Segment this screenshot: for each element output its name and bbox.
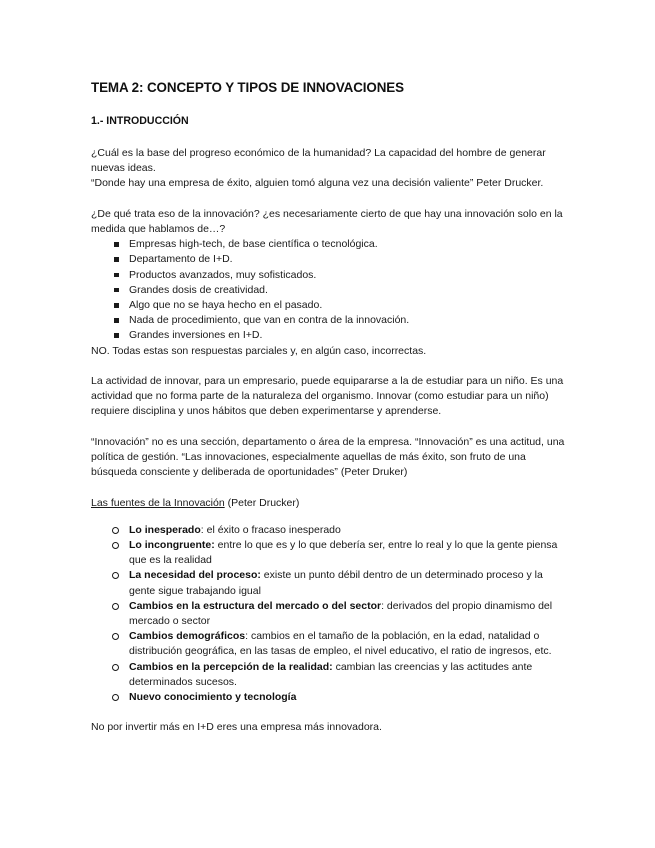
list-item: [91, 313, 569, 328]
source-term: Lo incongruente:: [129, 539, 215, 552]
list-item: [91, 328, 569, 343]
sources-list: [91, 523, 569, 705]
list-item: [91, 629, 569, 659]
list-item: [91, 298, 569, 313]
intro-paragraph: ¿Cuál es la base del progreso económico de la humanidad? La capacidad del hombre de generar nuevas ideas.: [91, 147, 546, 175]
circle-bullet-icon: [112, 664, 119, 671]
sources-heading-author: (Peter Drucker): [224, 496, 300, 509]
square-bullet-icon: [114, 273, 119, 278]
source-term: Nuevo conocimiento y tecnología: [129, 691, 297, 704]
source-desc: : cambios en el tamaño de la población, en la edad, natalidad o distribución geográfica, en las tasas de empleo, el nivel educativo, el ratio de ingresos, etc.: [129, 630, 552, 658]
attitude-paragraph: “Innovación” no es una sección, departamento o área de la empresa. “Innovación” es una actitud, una política de gestión. “Las innovaciones, especialmente aquellas de más éxito, son fruto de una búsqueda consciente y deliberada de oportunidades” (Peter Druker): [91, 435, 565, 479]
list-item-text: Nada de procedimiento, que van en contra de la innovación.: [129, 314, 410, 327]
square-bullet-icon: [114, 257, 119, 262]
square-bullet-icon: [114, 303, 119, 308]
square-bullet-icon: [114, 318, 119, 323]
square-bullet-icon: [114, 333, 119, 338]
list-item-text: Grandes inversiones en I+D.: [129, 329, 263, 342]
list-item-text: Productos avanzados, muy sofisticados.: [129, 268, 317, 281]
circle-bullet-icon: [112, 542, 119, 549]
sources-heading-underlined: Las fuentes de la Innovación: [91, 496, 225, 509]
list-item: [91, 283, 569, 298]
list-item: [91, 237, 569, 252]
square-bullet-icon: [114, 288, 119, 293]
list-item: [91, 538, 569, 568]
square-bullet-icon: [114, 242, 119, 247]
source-term: Lo inesperado: [129, 523, 201, 536]
list-item-text: Algo que no se haya hecho en el pasado.: [129, 299, 323, 312]
circle-bullet-icon: [112, 572, 119, 579]
source-desc: : el éxito o fracaso inesperado: [200, 523, 341, 536]
closing-line: No por invertir más en I+D eres una empresa más innovadora.: [91, 721, 382, 734]
activity-paragraph: La actividad de innovar, para un empresario, puede equipararse a la de estudiar para un niño. Es una actividad que no forma parte de la naturaleza del organismo. Innovar (como estudiar para un niño) requiere disciplina y unos hábitos que deben experimentarse y aprenderse.: [91, 375, 564, 418]
circle-bullet-icon: [112, 603, 119, 610]
source-term: Cambios en la estructura del mercado o del sector: [129, 599, 382, 612]
list-item: [91, 268, 569, 283]
list-item-text: Departamento de I+D.: [129, 253, 233, 266]
source-desc: : derivados del propio dinamismo del mercado o sector: [129, 599, 553, 628]
section-heading: 1.- INTRODUCCIÓN: [91, 115, 189, 127]
question-paragraph: ¿De qué trata eso de la innovación? ¿es necesariamente cierto de que hay una innovación solo en la medida que hablamos de…?: [91, 207, 563, 235]
source-term: La necesidad del proceso:: [129, 569, 261, 582]
list-item: [91, 252, 569, 267]
source-term: Cambios demográficos: [129, 630, 246, 643]
myths-list: [91, 237, 569, 343]
list-item-text: Grandes dosis de creatividad.: [129, 283, 268, 296]
source-desc: entre lo que es y lo que debería ser, entre lo real y lo que la gente piensa que es la realidad: [129, 539, 558, 567]
list-item: [91, 690, 569, 705]
sources-heading: [91, 496, 569, 511]
source-term: Cambios en la percepción de la realidad:: [129, 660, 333, 673]
list-item: [91, 568, 569, 598]
list-item-text: Empresas high-tech, de base científica o tecnológica.: [129, 238, 378, 251]
circle-bullet-icon: [112, 694, 119, 701]
circle-bullet-icon: [112, 527, 119, 534]
document-body: [91, 79, 569, 736]
source-desc: cambian las creencias y las actitudes ante determinados sucesos.: [129, 660, 533, 688]
myths-conclusion: NO. Todas estas son respuestas parciales y, en algún caso, incorrectas.: [91, 344, 427, 357]
document-title: TEMA 2: CONCEPTO Y TIPOS DE INNOVACIONES: [91, 80, 404, 95]
list-item: [91, 660, 569, 690]
list-item: [91, 523, 569, 538]
list-item: [91, 599, 569, 629]
drucker-quote: “Donde hay una empresa de éxito, alguien tomó alguna vez una decisión valiente” Peter Drucker.: [91, 177, 544, 190]
circle-bullet-icon: [112, 633, 119, 640]
source-desc: existe un punto débil dentro de un determinado proceso y la gente sigue trabajando igual: [129, 569, 543, 597]
